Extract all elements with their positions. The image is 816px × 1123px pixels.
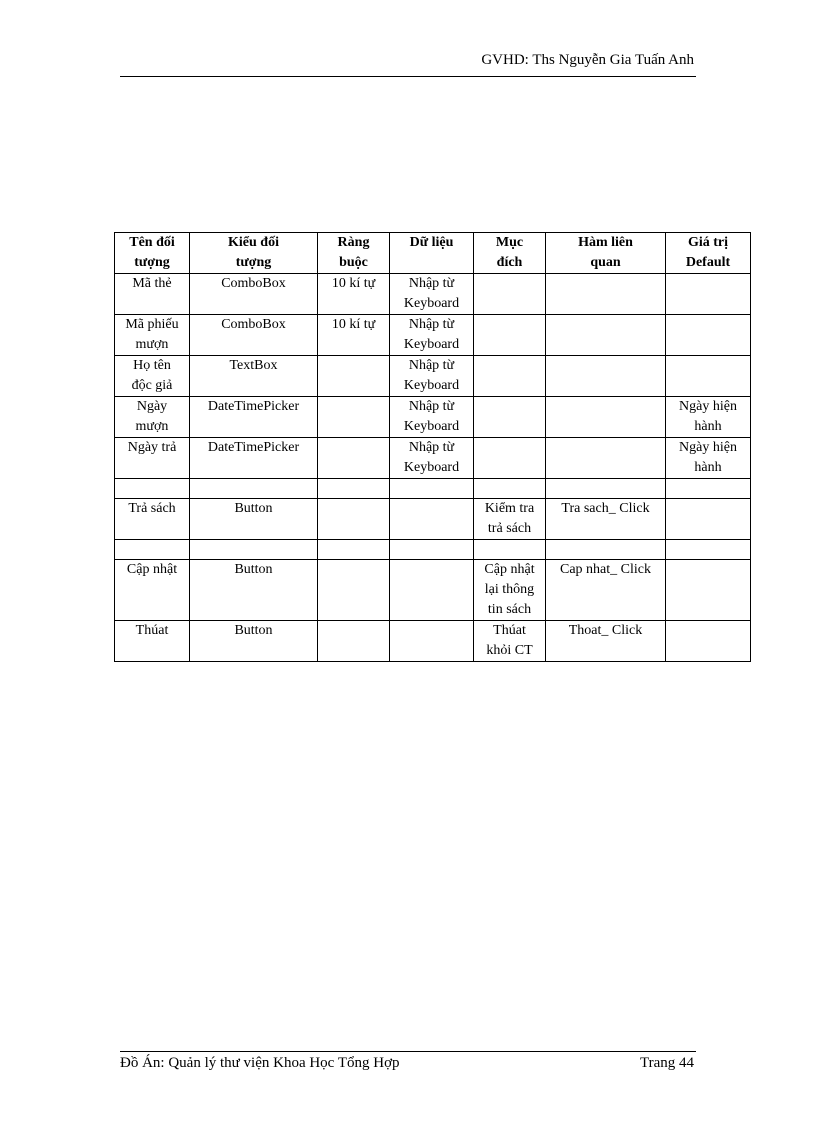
- table-cell: [546, 356, 666, 397]
- table-cell: DateTimePicker: [190, 438, 318, 479]
- table-row: [115, 274, 751, 315]
- table-cell: [666, 499, 751, 540]
- table-cell: [546, 315, 666, 356]
- table-row: [115, 438, 751, 479]
- col-header-related-function: Hàm liên quan: [546, 233, 666, 274]
- table-cell: Button: [190, 560, 318, 621]
- table-cell: [546, 540, 666, 560]
- table-cell: ComboBox: [190, 274, 318, 315]
- table-cell: Thúat: [115, 621, 190, 662]
- table-row: [115, 356, 751, 397]
- table-cell: [318, 560, 390, 621]
- table-cell: [318, 540, 390, 560]
- table-cell: Cập nhật lại thông tin sách: [474, 560, 546, 621]
- table-cell: Trả sách: [115, 499, 190, 540]
- table-cell: TextBox: [190, 356, 318, 397]
- table-cell: 10 kí tự: [318, 315, 390, 356]
- table-row: [115, 499, 751, 540]
- table-cell: Ngày trả: [115, 438, 190, 479]
- table-cell: [546, 479, 666, 499]
- table-cell: 10 kí tự: [318, 274, 390, 315]
- table-cell: Họ tên độc giả: [115, 356, 190, 397]
- table-row: [115, 397, 751, 438]
- table-cell: Ngày hiện hành: [666, 438, 751, 479]
- table-cell: [318, 438, 390, 479]
- header-text: GVHD: Ths Nguyễn Gia Tuấn Anh: [481, 52, 694, 68]
- footer-page-number: Trang 44: [639, 1055, 694, 1071]
- page-header: [120, 52, 696, 77]
- table-cell: Mã phiếu mượn: [115, 315, 190, 356]
- table-cell: [474, 540, 546, 560]
- table-cell: [390, 621, 474, 662]
- table-cell: [474, 315, 546, 356]
- table-cell: Button: [190, 499, 318, 540]
- col-header-object-type: Kiểu đối tượng: [190, 233, 318, 274]
- table-cell: [190, 540, 318, 560]
- table-row: [115, 540, 751, 560]
- table-cell: [474, 479, 546, 499]
- table-cell: [546, 397, 666, 438]
- table-header-row: [115, 233, 751, 274]
- col-header-constraint: Ràng buộc: [318, 233, 390, 274]
- table-cell: Nhập từ Keyboard: [390, 356, 474, 397]
- table-cell: [318, 621, 390, 662]
- table-row: [115, 621, 751, 662]
- table-cell: [318, 356, 390, 397]
- table-cell: DateTimePicker: [190, 397, 318, 438]
- col-header-data: Dữ liệu: [390, 233, 474, 274]
- table-cell: Nhập từ Keyboard: [390, 274, 474, 315]
- table-body: [115, 274, 751, 662]
- table-cell: [318, 397, 390, 438]
- table-cell: [390, 499, 474, 540]
- table-cell: [666, 479, 751, 499]
- footer-project-title: Đồ Án: Quản lý thư viện Khoa Học Tổng Hợp: [120, 1055, 400, 1071]
- table-row: [115, 479, 751, 499]
- table-cell: Nhập từ Keyboard: [390, 397, 474, 438]
- table-cell: [474, 438, 546, 479]
- table-cell: Mã thẻ: [115, 274, 190, 315]
- object-spec-table: [114, 232, 751, 662]
- table-cell: [546, 274, 666, 315]
- table-cell: [115, 540, 190, 560]
- table-cell: Thúat khỏi CT: [474, 621, 546, 662]
- table-cell: [390, 540, 474, 560]
- table-cell: [318, 499, 390, 540]
- table-cell: Kiểm tra trả sách: [474, 499, 546, 540]
- table-cell: [190, 479, 318, 499]
- table-cell: [474, 274, 546, 315]
- table-cell: Nhập từ Keyboard: [390, 438, 474, 479]
- table-cell: Ngày hiện hành: [666, 397, 751, 438]
- col-header-default-value: Giá trị Default: [666, 233, 751, 274]
- table-cell: [390, 560, 474, 621]
- table-cell: [666, 540, 751, 560]
- table-cell: [474, 397, 546, 438]
- table-cell: Ngày mượn: [115, 397, 190, 438]
- table-cell: [666, 315, 751, 356]
- table-cell: [390, 479, 474, 499]
- table-cell: Thoat_ Click: [546, 621, 666, 662]
- table-cell: [666, 621, 751, 662]
- table-cell: [666, 274, 751, 315]
- col-header-purpose: Mục đích: [474, 233, 546, 274]
- table-cell: Cap nhat_ Click: [546, 560, 666, 621]
- col-header-object-name: Tên đối tượng: [115, 233, 190, 274]
- table-cell: [666, 560, 751, 621]
- table-cell: [115, 479, 190, 499]
- table-row: [115, 560, 751, 621]
- table-cell: [318, 479, 390, 499]
- table-cell: Tra sach_ Click: [546, 499, 666, 540]
- table-cell: [546, 438, 666, 479]
- table-cell: Cập nhật: [115, 560, 190, 621]
- page-footer: [120, 1051, 696, 1076]
- table-cell: Nhập từ Keyboard: [390, 315, 474, 356]
- table-cell: Button: [190, 621, 318, 662]
- table-cell: [666, 356, 751, 397]
- table-cell: ComboBox: [190, 315, 318, 356]
- table-cell: [474, 356, 546, 397]
- table-row: [115, 315, 751, 356]
